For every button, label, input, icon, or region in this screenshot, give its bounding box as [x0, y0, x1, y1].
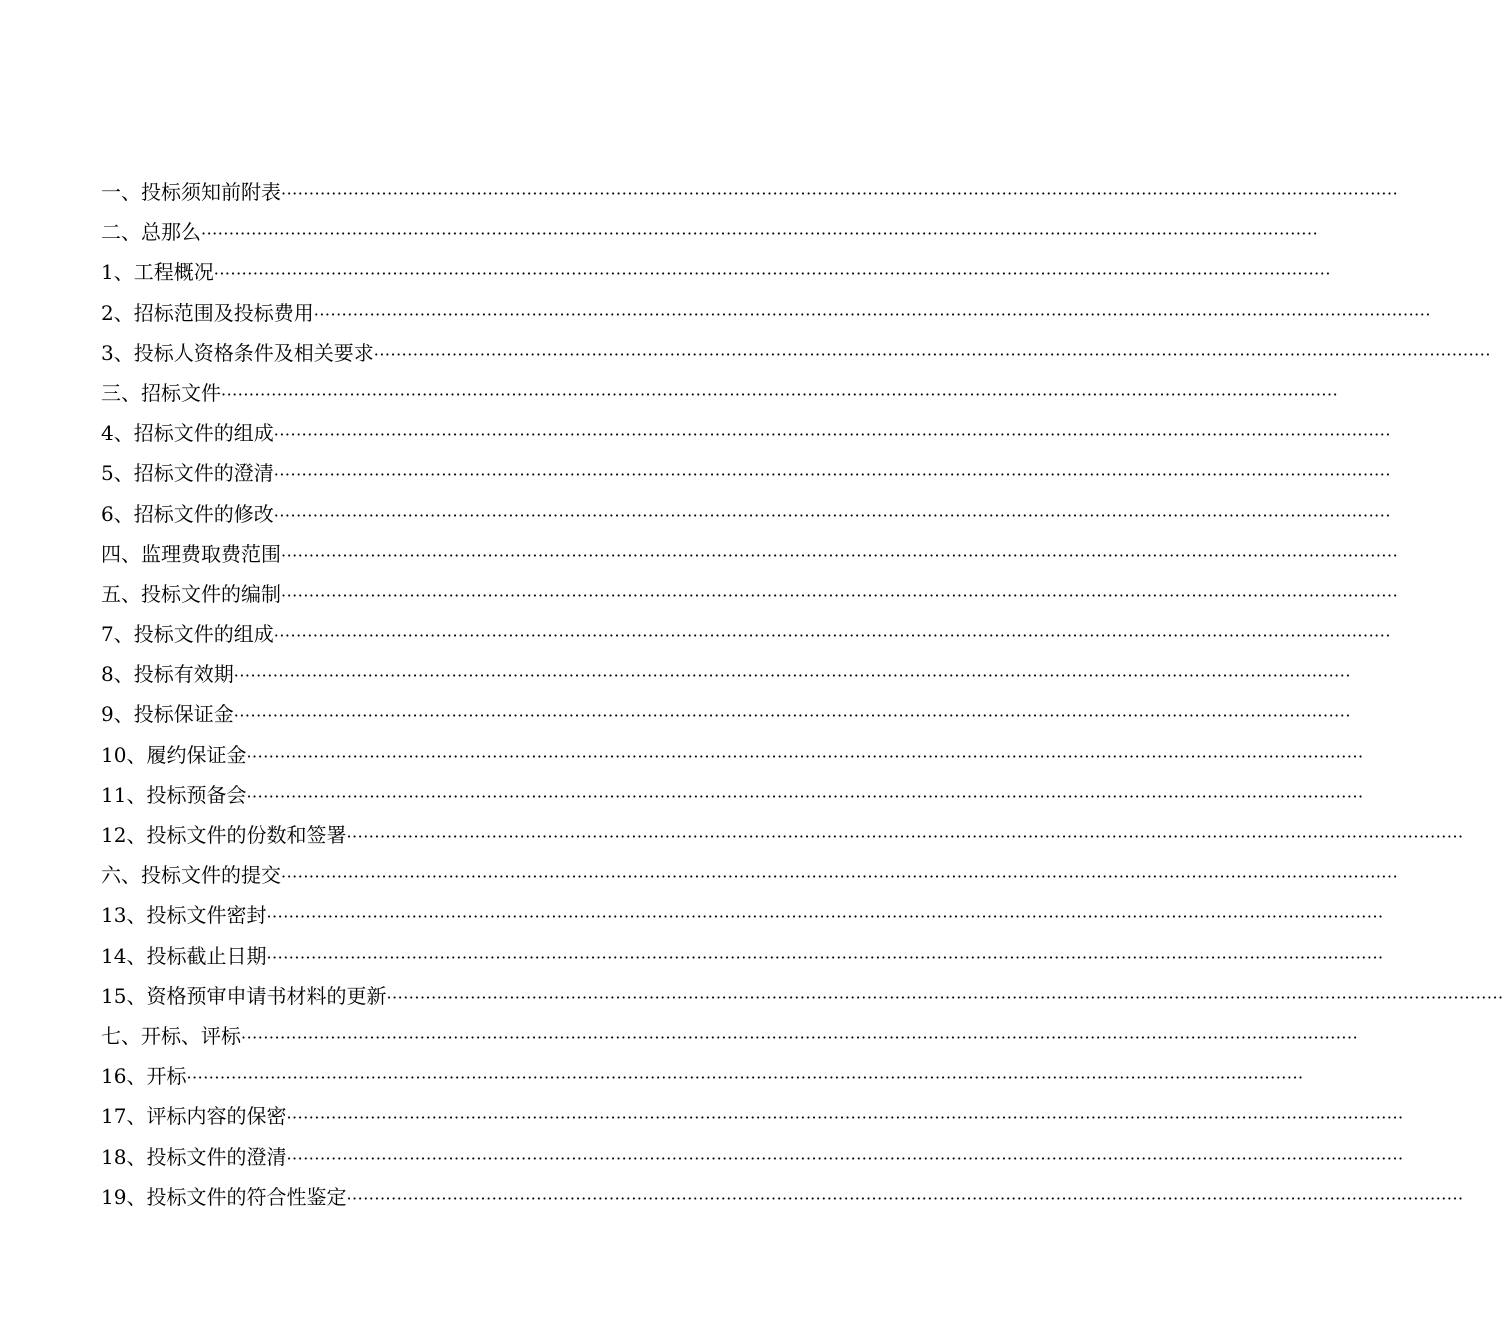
toc-entry[interactable] — [101, 1137, 1404, 1177]
toc-dot-leader: ········································································································································································································ — [386, 987, 1504, 1007]
toc-entry-title: 4、招标文件的组成 — [101, 421, 274, 446]
toc-entry[interactable] — [101, 1177, 1464, 1217]
toc-entry[interactable] — [101, 172, 1399, 212]
toc-entry-title: 5、招标文件的澄清 — [101, 461, 274, 486]
toc-entry-title: 3、投标人资格条件及相关要求 — [101, 340, 374, 365]
toc-entry-title: 四、监理费取费范围 — [101, 541, 281, 566]
toc-dot-leader: ········································································································································································································ — [273, 425, 1391, 445]
toc-dot-leader: ········································································································································································································ — [233, 706, 1351, 726]
toc-entry[interactable] — [101, 494, 1391, 534]
toc-entry[interactable] — [101, 453, 1391, 493]
toc-entry[interactable] — [101, 936, 1384, 976]
toc-dot-leader: ········································································································································································································ — [346, 1188, 1464, 1208]
toc-dot-leader: ········································································································································································································ — [213, 264, 1331, 284]
toc-dot-leader: ········································································································································································································ — [201, 224, 1319, 244]
toc-entry[interactable] — [101, 373, 1339, 413]
toc-dot-leader: ········································································································································································································ — [313, 304, 1431, 324]
toc-entry[interactable] — [101, 694, 1351, 734]
toc-entry-title: 二、总那么 — [101, 220, 201, 245]
toc-entry[interactable] — [101, 976, 1504, 1016]
toc-dot-leader: ········································································································································································································ — [281, 585, 1399, 605]
toc-entry[interactable] — [101, 413, 1391, 453]
toc-dot-leader: ········································································································································································································ — [281, 867, 1399, 887]
toc-entry-title: 11、投标预备会 — [101, 782, 247, 807]
toc-entry-title: 12、投标文件的份数和签署 — [101, 823, 347, 847]
toc-entry-title: 18、投标文件的澄清 — [101, 1144, 287, 1169]
toc-dot-leader: ········································································································································································································ — [346, 827, 1464, 846]
toc-entry[interactable] — [101, 895, 1384, 935]
toc-entry[interactable] — [101, 1056, 1304, 1096]
toc-entry-title: 三、招标文件 — [101, 380, 221, 405]
toc-dot-leader: ········································································································································································································ — [273, 465, 1391, 485]
toc-entry-title: 1、工程概况 — [101, 260, 214, 285]
toc-entry-title: 19、投标文件的符合性鉴定 — [101, 1184, 347, 1209]
toc-entry[interactable] — [101, 534, 1399, 574]
toc-entry-title: 17、评标内容的保密 — [101, 1104, 287, 1129]
toc-entry[interactable] — [101, 815, 1464, 855]
toc-entry[interactable] — [101, 212, 1319, 252]
toc-entry[interactable] — [101, 775, 1364, 815]
toc-dot-leader: ········································································································································································································ — [186, 1068, 1304, 1088]
toc-entry-title: 六、投标文件的提交 — [101, 863, 281, 888]
toc-dot-leader: ········································································································································································································ — [266, 907, 1384, 927]
toc-dot-leader: ········································································································································································································ — [286, 1148, 1404, 1168]
toc-entry-title: 15、资格预审申请书材料的更新 — [101, 983, 387, 1008]
toc-entry-title: 16、开标 — [101, 1064, 187, 1089]
toc-entry-title: 9、投标保证金 — [101, 702, 234, 727]
toc-dot-leader: ········································································································································································································ — [281, 184, 1399, 203]
toc-dot-leader: ········································································································································································································ — [373, 344, 1491, 364]
toc-entry-title: 8、投标有效期 — [101, 662, 234, 687]
toc-entry-title: 10、履约保证金 — [101, 742, 247, 767]
toc-dot-leader: ········································································································································································································ — [246, 746, 1364, 766]
toc-entry[interactable] — [101, 614, 1391, 654]
toc-entry-title: 五、投标文件的编制 — [101, 581, 281, 606]
toc-dot-leader: ········································································································································································································ — [273, 505, 1391, 525]
toc-dot-leader: ········································································································································································································ — [221, 384, 1339, 404]
toc-entry[interactable] — [101, 574, 1399, 614]
toc-dot-leader: ········································································································································································································ — [241, 1027, 1359, 1047]
toc-dot-leader: ········································································································································································································ — [273, 626, 1391, 646]
toc-entry-title: 一、投标须知前附表 — [101, 180, 281, 204]
toc-entry-title: 14、投标截止日期 — [101, 943, 267, 968]
toc-dot-leader: ········································································································································································································ — [286, 1108, 1404, 1128]
toc-entry[interactable] — [101, 252, 1331, 292]
toc-entry[interactable] — [101, 333, 1491, 373]
toc-entry-title: 七、开标、评标 — [101, 1023, 241, 1048]
toc-dot-leader: ········································································································································································································ — [281, 545, 1399, 565]
toc-dot-leader: ········································································································································································································ — [233, 666, 1351, 686]
toc-entry[interactable] — [101, 293, 1431, 333]
table-of-contents — [101, 172, 1504, 1217]
toc-entry-title: 6、招标文件的修改 — [101, 501, 274, 526]
toc-entry[interactable] — [101, 855, 1399, 895]
toc-dot-leader: ········································································································································································································ — [246, 786, 1364, 806]
toc-entry-title: 13、投标文件密封 — [101, 903, 267, 928]
toc-entry-title: 2、招标范围及投标费用 — [101, 300, 314, 325]
toc-entry[interactable] — [101, 735, 1364, 775]
toc-entry[interactable] — [101, 1096, 1404, 1136]
toc-entry[interactable] — [101, 654, 1351, 694]
toc-dot-leader: ········································································································································································································ — [266, 947, 1384, 967]
toc-entry-title: 7、投标文件的组成 — [101, 622, 274, 647]
toc-entry[interactable] — [101, 1016, 1359, 1056]
